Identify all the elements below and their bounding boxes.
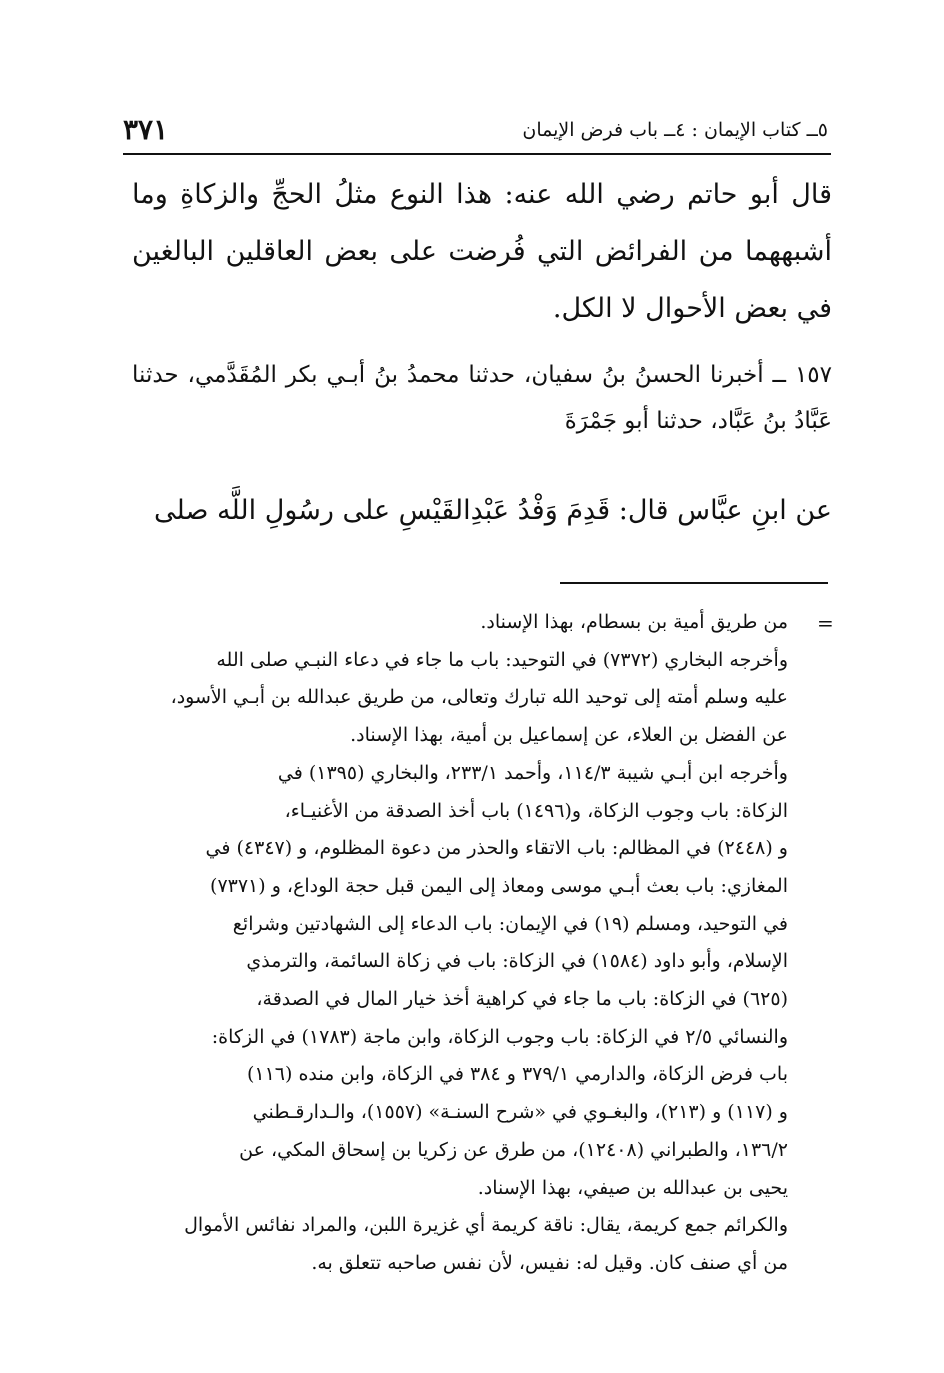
footnote-line: عن الفضل بن العلاء، عن إسماعيل بن أمية، بهذا الإسناد. (350, 724, 788, 747)
header-rule (123, 153, 831, 155)
footnote-line: عليه وسلم أمته إلى توحيد الله تبارك وتعالى، من طريق عبدالله بن أبـي الأسود، (170, 686, 788, 709)
footnote-line: المغازي: باب بعث أبـي موسى ومعاذ إلى اليمن قبل حجة الوداع، و (٧٣٧١) (210, 874, 788, 897)
footnote-line: ١٣٦/٢، والطبراني (١٢٤٠٨)، من طرق عن زكريا بن إسحاق المكي، عن (239, 1138, 788, 1161)
footnote-separator (560, 582, 828, 584)
running-title: ٥ــ كتاب الإيمان : ٤ــ باب فرض الإيمان (522, 119, 828, 141)
footnote-line: يحيى بن عبدالله بن صيفي، بهذا الإسناد. (477, 1176, 788, 1199)
page-number: ٣٧١ (123, 113, 169, 146)
footnote-line: في التوحيد، ومسلم (١٩) في الإيمان: باب الدعاء إلى الشهادتين وشرائع (232, 912, 788, 935)
footnote-line: من طريق أمية بن بسطام، بهذا الإسناد. (480, 611, 788, 633)
footnote-line: وأخرجه البخاري (٧٣٧٢) في التوحيد: باب ما جاء في دعاء النبـي صلى الله (216, 648, 788, 671)
footnote-continuation-mark: = (817, 611, 834, 635)
body-paragraph-commentary: قال أبو حاتم رضي الله عنه: هذا النوع مثلُ الحجِّ والزكاةِ وما أشبههما من الفرائض التي فُرضت على بعض العاقلين البالغين في بعض الأحوال لا الكل. (132, 179, 832, 324)
footnote-line: من أي صنف كان. وقيل له: نفيس، لأن نفس صاحبه تتعلق به. (311, 1251, 788, 1274)
footnote-line: وأخرجه ابن أبـي شيبة ١١٤/٣، وأحمد ٢٣٣/١، والبخاري (١٣٩٥) في (277, 761, 788, 784)
footnote-line: والنسائي ٢/٥ في الزكاة: باب وجوب الزكاة، وابن ماجة (١٧٨٣) في الزكاة: (211, 1025, 788, 1048)
footnote-line: الزكاة: باب وجوب الزكاة، و(١٤٩٦) باب أخذ الصدقة من الأغنيـاء، (284, 799, 788, 822)
footnote-line: الإسلام، وأبو داود (١٥٨٤) في الزكاة: باب في زكاة السائمة، والترمذي (246, 950, 788, 973)
footnote-line: باب فرض الزكاة، والدارمي ٣٧٩/١ و ٣٨٤ في الزكاة، وابن منده (١١٦) (246, 1063, 788, 1086)
footnote-line: و (١١٧) و (٢١٣)، والبغـوي في «شرح السنـة» (١٥٥٧)، والـدارقـطني (252, 1101, 788, 1124)
footnote-line: (٦٢٥) في الزكاة: باب ما جاء في كراهية أخذ خيار المال في الصدقة، (256, 988, 788, 1011)
page-header (123, 102, 828, 150)
footnote-line: و (٢٤٤٨) في المظالم: باب الاتقاء والحذر من دعوة المظلوم، و (٤٣٤٧) في (205, 837, 788, 860)
body-paragraph-isnad: ١٥٧ ــ أخبرنا الحسنُ بنُ سفيان، حدثنا محمدُ بنُ أبـي بكر المُقَدَّمي، حدثنا عَبَّادُ بنُ عَبَّاد، حدثنا أبو جَمْرَةَ (132, 362, 832, 434)
footnotes (132, 604, 788, 1283)
body-paragraph-hadith: عن ابنِ عبَّاس قال: قَدِمَ وَفْدُ عَبْدِالقَيْسِ على رسُولِ اللَّه صلى (154, 495, 832, 526)
footnote-line: والكرائم جمع كريمة، يقال: ناقة كريمة أي غزيرة اللبن، والمراد نفائس الأموال (184, 1214, 788, 1237)
